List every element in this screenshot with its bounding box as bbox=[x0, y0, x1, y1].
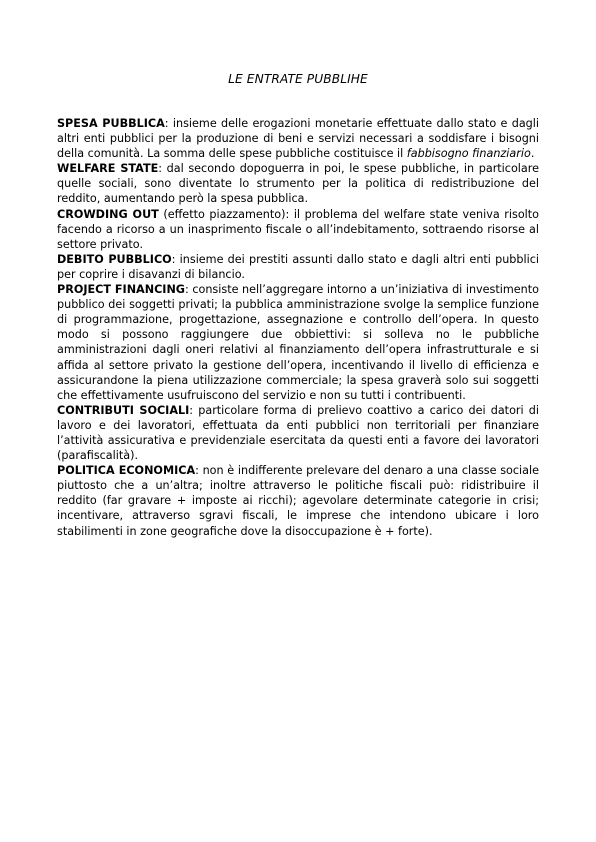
entry-text: (effetto piazzamento): il problema del welfare state veniva risolto facendo a ricorso a un inasprimento fiscale o all’indebitamento, sottraendo risorse al settore privato. bbox=[57, 207, 539, 251]
entry-term: DEBITO PUBBLICO bbox=[57, 252, 172, 266]
entry-spesa-pubblica bbox=[57, 116, 539, 161]
entry-term: CONTRIBUTI SOCIALI bbox=[57, 403, 190, 417]
entry-welfare-state bbox=[57, 161, 539, 206]
entry-term: SPESA PUBBLICA bbox=[57, 117, 165, 130]
entry-text: : insieme delle erogazioni monetarie effettuate dallo stato e dagli altri enti pubblici per la produzione di beni e servizi necessari a soddisfare i bisogni della comunità. La somma delle spese pubbliche costituisce il bbox=[57, 117, 539, 161]
entry-term: WELFARE STATE bbox=[57, 162, 159, 176]
entry-term: CROWDING OUT bbox=[57, 207, 159, 221]
entry-text: : consiste nell’aggregare intorno a un’iniziativa di investimento pubblico dei soggetti privati; la pubblica amministrazione svolge la semplice funzione di programmazione, progettazione, assegnazione e controllo dell’opera. In questo modo si possono raggiungere due obbiettivi: si solleva no le pubbliche amministrazioni dagli oneri relativi al finanziamento dell’opera infrastrutturale e si affida al settore privato la gestione dell’opera, incentivando il livello di efficienza e assicurandone la piena utilizzazione commerciale; la spesa graverà solo sui soggetti che effettivamente usufruiscono del servizio e non su tutti i contribuenti. bbox=[57, 283, 539, 402]
entry-text: : insieme dei prestiti assunti dallo stato e dagli altri enti pubblici per coprire i disavanzi di bilancio. bbox=[57, 252, 539, 281]
entry-italic-text: fabbisogno finanziario bbox=[406, 147, 531, 161]
entry-text: : particolare forma di prelievo coattivo a carico dei datori di lavoro e dei lavoratori, effettuata da enti pubblici non territoriali per finanziare l’attività assicurativa e previdenziale esercitata da questi enti a favore dei lavoratori (parafiscalità). bbox=[57, 403, 539, 463]
entry-term: PROJECT FINANCING bbox=[57, 283, 185, 297]
entry-contributi-sociali bbox=[57, 403, 539, 463]
entry-project-financing bbox=[57, 282, 539, 403]
entry-crowding-out bbox=[57, 207, 539, 252]
entry-tail: . bbox=[530, 147, 535, 161]
document-title: LE ENTRATE PUBBLIHE bbox=[228, 72, 368, 86]
entry-politica-economica bbox=[57, 463, 539, 538]
document-body bbox=[57, 116, 539, 539]
entry-debito-pubblico bbox=[57, 252, 539, 282]
entry-term: POLITICA ECONOMICA bbox=[57, 464, 196, 478]
entry-text: : non è indifferente prelevare del denaro a una classe sociale piuttosto che a un’altra; inoltre attraverso le politiche fiscali può: ridistribuire il reddito (far gravare + imposte ai ricchi); agevolare determinate categorie in crisi; incentivare, attraverso sgravi fiscali, le imprese che intendono ubicare i loro stabilimenti in zone geografiche dove la disoccupazione è + forte). bbox=[57, 464, 539, 538]
entry-text: : dal secondo dopoguerra in poi, le spese pubbliche, in particolare quelle sociali, sono diventate lo strumento per la politica di redistribuzione del reddito, aumentando però la spesa pubblica. bbox=[57, 162, 539, 206]
